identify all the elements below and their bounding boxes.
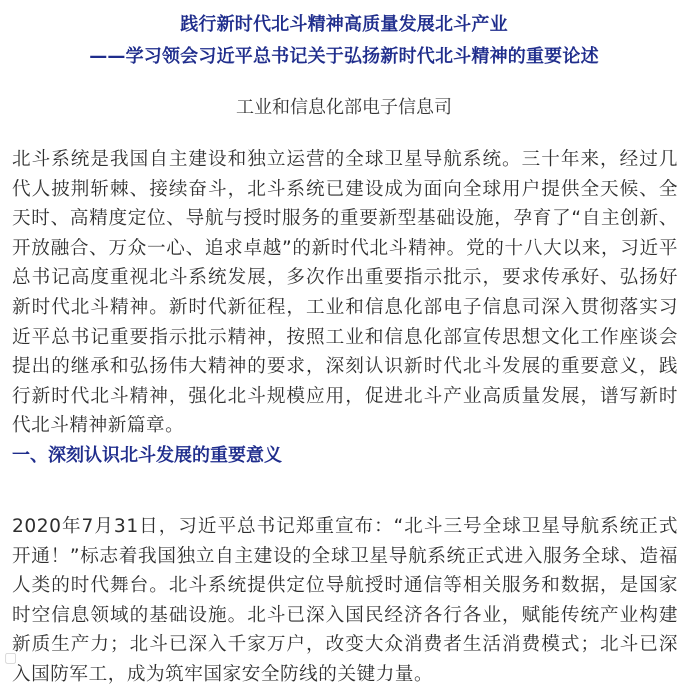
- watermark: ▢: [4, 650, 18, 666]
- title-line-2: ——学习领会习近平总书记关于弘扬新时代北斗精神的重要论述: [89, 46, 599, 67]
- article-author: 工业和信息化部电子信息司: [236, 97, 452, 118]
- section-heading-1: 一、深刻认识北斗发展的重要意义: [12, 445, 282, 466]
- title-line-1: 践行新时代北斗精神高质量发展北斗产业: [180, 14, 508, 35]
- article-title: [0, 0, 688, 73]
- section-1-paragraph: 2020年7月31日，习近平总书记郑重宣布：“北斗三号全球卫星导航系统正式开通！”标志着我国独立自主建设的全球卫星导航系统正式进入服务全球、造福人类的时代舞台。北斗系统提供定位导航授时通信等相关服务和数据，是国家时空信息领域的基础设施。北斗已深入国民经济各行各业，赋能传统产业构建新质生产力；北斗已深入千家万户，改变大众消费者生活消费模式；北斗已深入国防军工，成为筑牢国家安全防线的关键力量。: [12, 516, 678, 685]
- intro-paragraph: 北斗系统是我国自主建设和独立运营的全球卫星导航系统。三十年来，经过几代人披荆斩棘、接续奋斗，北斗系统已建设成为面向全球用户提供全天候、全天时、高精度定位、导航与授时服务的重要新型基础设施，孕育了“自主创新、开放融合、万众一心、追求卓越”的新时代北斗精神。党的十八大以来，习近平总书记高度重视北斗系统发展，多次作出重要指示批示，要求传承好、弘扬好新时代北斗精神。新时代新征程，工业和信息化部电子信息司深入贯彻落实习近平总书记重要指示批示精神，按照工业和信息化部宣传思想文化工作座谈会提出的继承和弘扬伟大精神的要求，深刻认识新时代北斗发展的重要意义，践行新时代北斗精神，强化北斗规模应用，促进北斗产业高质量发展，谱写新时代北斗精神新篇章。: [12, 149, 678, 437]
